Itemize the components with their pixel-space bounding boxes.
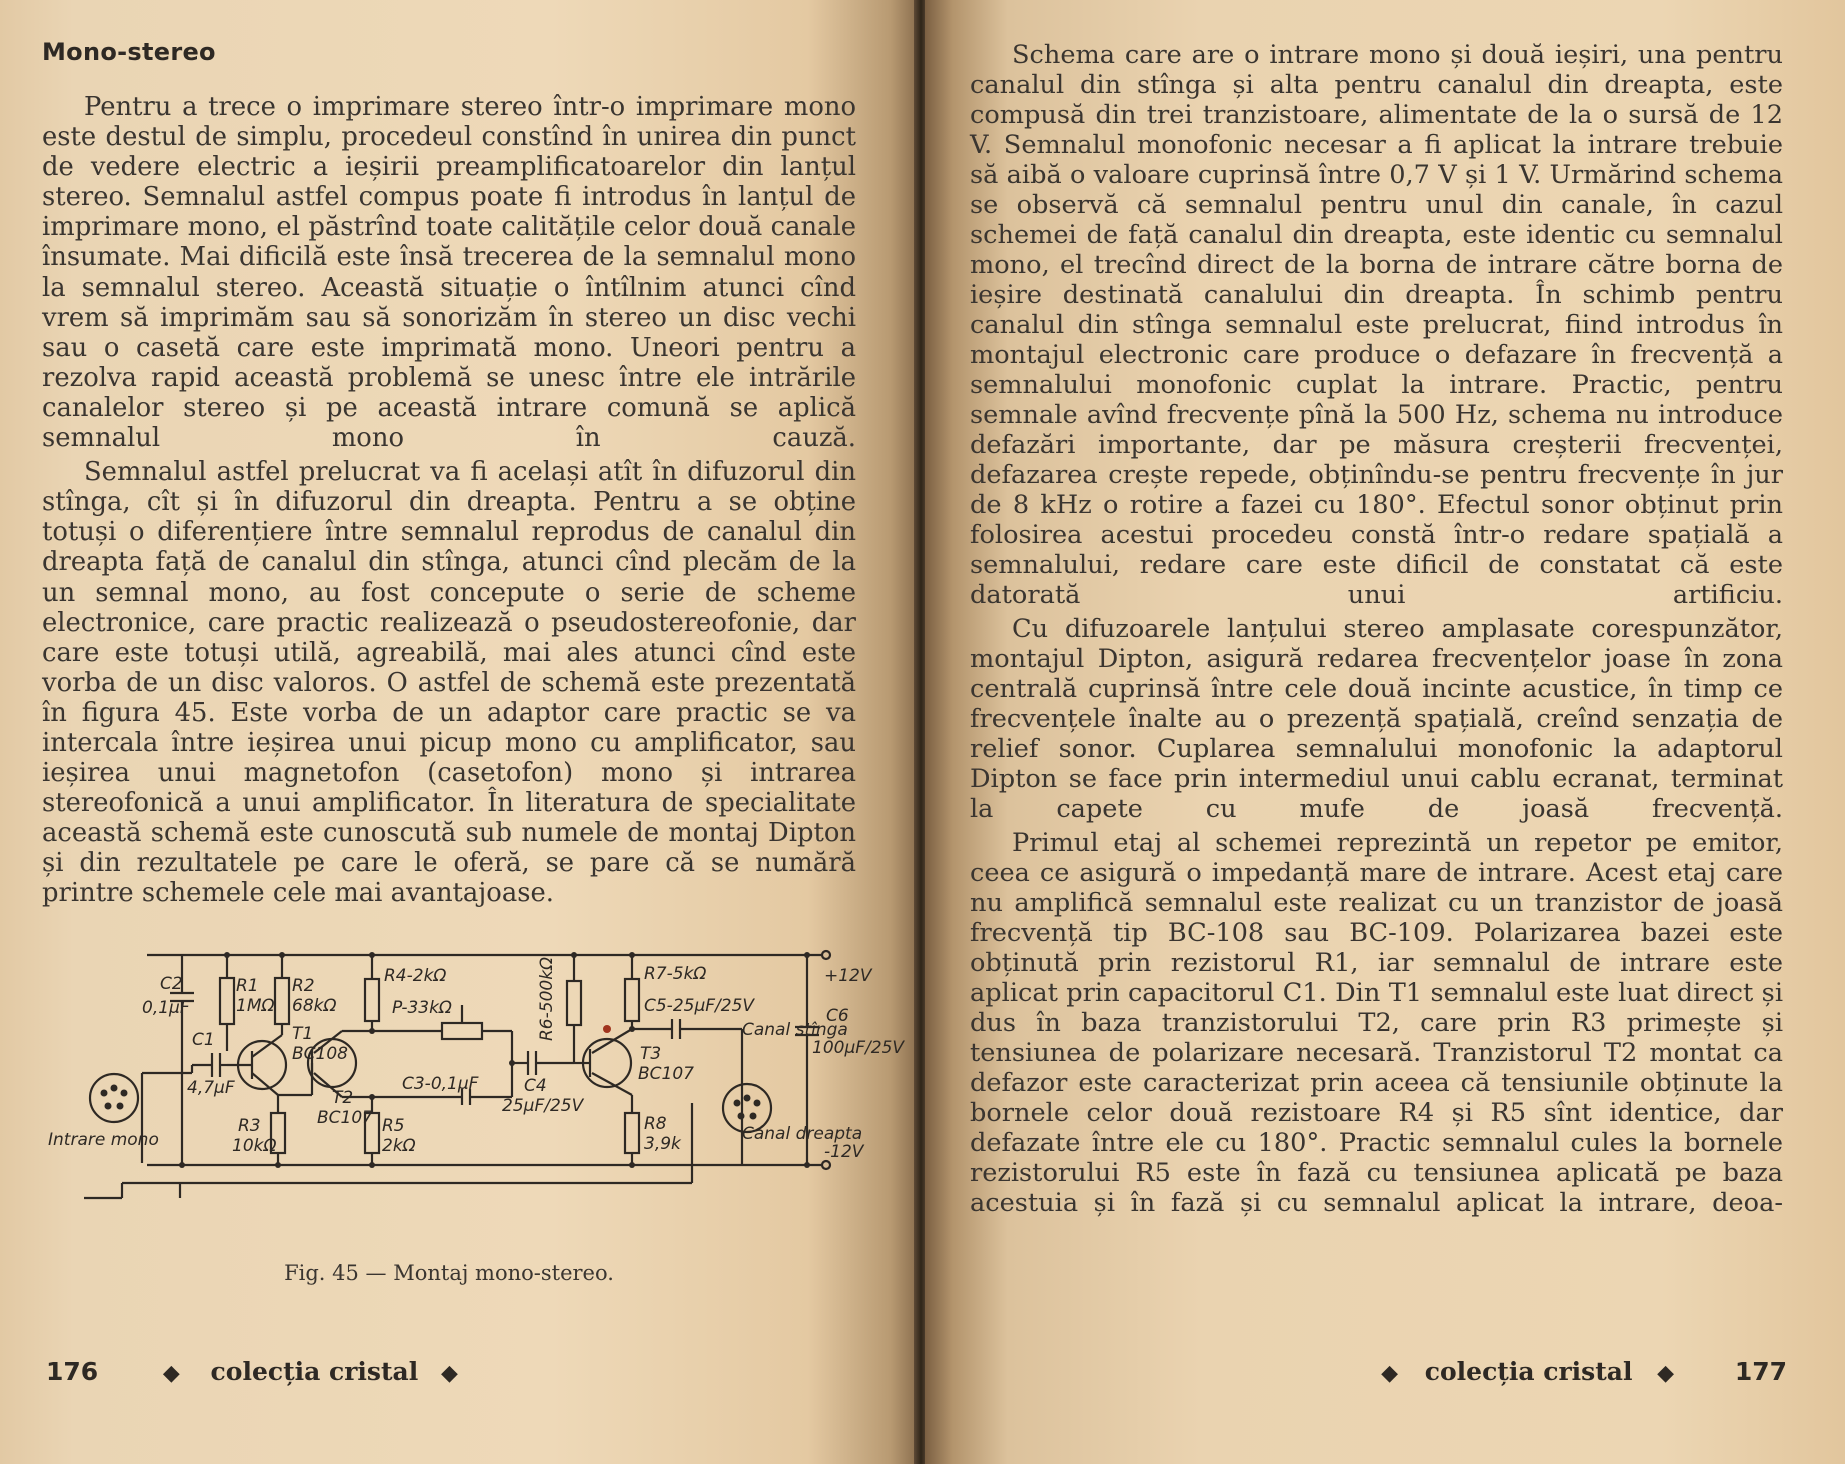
- resistor-r7: [625, 979, 639, 1021]
- right-page: [925, 0, 1845, 1464]
- label-r8-val: 3,9k: [644, 1133, 681, 1154]
- label-p: P-33kΩ: [392, 997, 452, 1018]
- label-supply-pos: +12V: [824, 965, 872, 986]
- label-supply-neg: -12V: [824, 1141, 864, 1162]
- diamond-ornament-icon: ◆: [440, 1361, 458, 1386]
- label-c6: C6: [826, 1005, 849, 1026]
- label-r4: R4-2kΩ: [384, 965, 447, 986]
- label-c5: C5-25µF/25V: [644, 995, 755, 1016]
- label-t2: T2: [332, 1087, 354, 1108]
- label-c4-val: 25µF/25V: [502, 1095, 584, 1116]
- label-c6-val: 100µF/25V: [812, 1037, 905, 1058]
- running-head: Mono-stereo: [42, 38, 216, 66]
- diamond-ornament-icon: ◆: [162, 1361, 180, 1386]
- resistor-r4: [365, 979, 379, 1021]
- page-number-right: 177: [1734, 1357, 1787, 1386]
- label-t3: T3: [640, 1043, 662, 1064]
- label-c2-val: 0,1µF: [142, 997, 190, 1018]
- label-r2-val: 68kΩ: [292, 995, 337, 1016]
- positive-terminal: [822, 951, 830, 959]
- resistor-r1: [220, 978, 234, 1024]
- circuit-figure: [42, 943, 905, 1285]
- right-paragraph-3: Primul etaj al schemei reprezintă un repetor pe emitor, ceea ce asigură o impedanță mare de intrare. Acest etaj care nu amplifică semnalul este realizat cu un tranzistor de joasă frecvență tip BC-108 sau BC-109. Polarizarea bazei este obținută prin rezistorul R1, iar semnalul de intrare este aplicat prin capacitorul C1. Din T1 semnalul este luat direct și dus în baza tranzistorului T2, care prin R3 primește și tensiunea de polarizare necesară. Tranzistorul T2 montat ca defazor este caracterizat prin aceea că tensiunile obținute la bornele celor două rezistoare R4 și R5 sînt identice, dar defazate între ele cu 180°. Practic semnalul cules la bornele rezistorului R5 este în fază cu tensiunea aplicată pe baza acestuia și în fază și cu semnalul aplicat la intrare, deoa-: [970, 828, 1783, 1218]
- resistor-r2: [275, 978, 289, 1024]
- right-paragraph-1: Schema care are o intrare mono și două ieșiri, una pentru canalul din stînga și alta pentru canalul din dreapta, este compusă din trei tranzistoare, alimentate de la o sursă de 12 V. Semnalul monofonic necesar a fi aplicat la intrare trebuie să aibă o valoare cuprinsă între 0,7 V și 1 V. Urmărind schema se observă că semnalul pentru unul din canale, în cazul schemei de față canalul din dreapta, este identic cu semnalul mono, el trecînd direct de la borna de intrare către borna de ieșire destinată canalului din dreapta. În schimb pentru canalul din stînga semnalul este prelucrat, fiind introdus în montajul electronic care produce o defazare în frecvență a semnalului monofonic cuplat la intrare. Practic, pentru semnale avînd frecvențe pînă la 500 Hz, schema nu introduce defazări importante, dar pe măsura creșterii frecvenței, defazarea crește repede, obținîndu-se pentru frecvențe în jur de 8 kHz o rotire a fazei cu 180°. Efectul sonor obținut prin folosirea acestui procedeu constă într-o redare spațială a semnalului, redare care este dificil de constatat că este datorată unui artificiu.: [970, 40, 1783, 610]
- label-r8: R8: [644, 1113, 667, 1134]
- folio-right: [1381, 1357, 1787, 1386]
- label-r5: R5: [382, 1115, 405, 1136]
- resistor-r6: [567, 981, 581, 1025]
- collection-name-right: colecția cristal: [1424, 1357, 1633, 1386]
- label-r7: R7-5kΩ: [644, 963, 707, 984]
- input-jack: [90, 1074, 138, 1122]
- page-number-left: 176: [46, 1357, 99, 1386]
- label-c1: C1: [192, 1029, 215, 1050]
- left-paragraph-1: Pentru a trece o imprimare stereo într-o imprimare mono este destul de simplu, procedeul constînd în unirea din punct de vedere electric a ieșirii preamplificatoarelor din lanțul stereo. Semnalul astfel compus poate fi introdus în lanțul de imprimare mono, el păstrînd toate calitățile celor două canale însumate. Mai dificilă este însă trecerea de la semnalul mono la semnalul stereo. Această situație o întîlnim atunci cînd vrem să imprimăm sau să sonorizăm în stereo un disc vechi sau o casetă care este imprimată mono. Uneori pentru a rezolva rapid această problemă se unesc între ele intrările canalelor stereo și pe această intrare comună se aplică semnalul mono în cauză.: [42, 92, 856, 454]
- label-c4: C4: [524, 1075, 547, 1096]
- label-r6: R6-500kΩ: [537, 956, 557, 1041]
- label-r3: R3: [238, 1115, 261, 1136]
- label-t2-type: BC107: [317, 1107, 373, 1128]
- label-t1: T1: [292, 1023, 314, 1044]
- resistor-r8: [625, 1113, 639, 1153]
- left-page: [0, 0, 918, 1464]
- label-canal-stinga: Canal stînga: [742, 1019, 848, 1040]
- label-intrare: Intrare mono: [48, 1129, 159, 1150]
- label-r5-val: 2kΩ: [382, 1135, 416, 1156]
- left-paragraph-2: Semnalul astfel prelucrat va fi același atît în difuzorul din stînga, cît și în difuzorul din dreapta. Pentru a se obține totuși o diferențiere între semnalul reprodus de canalul din dreapta față de canalul din stînga, atunci cînd plecăm de la un semnal mono, au fost concepute o serie de scheme electronice, care practic realizează o pseudostereofonie, dar care este totuși utilă, agreabilă, mai ales atunci cînd este vorba de un disc valoros. O astfel de schemă este prezentată în figura 45. Este vorba de un adaptor care practic se va intercala între ieșirea unui picup mono cu amplificator, sau ieșirea unui magnetofon (casetofon) mono și intrarea stereofonică a unui amplificator. În literatura de specialitate această schemă este cunoscută sub numele de montaj Dipton și din rezultatele pe care le oferă, se pare că se numără printre schemele cele mai avantajoase.: [42, 457, 856, 909]
- label-r1: R1: [236, 975, 259, 996]
- right-paragraph-2: Cu difuzoarele lanțului stereo amplasate corespunzător, montajul Dipton, asigură redarea frecvențelor joase în zona centrală cuprinsă între cele două incinte acustice, în timp ce frecvențele înalte au o prezență spațială, creînd senzația de relief sonor. Cuplarea semnalului monofonic la adaptorul Dipton se face prin intermediul unui cablu ecranat, terminat la capete cu mufe de joasă frecvență.: [970, 614, 1783, 824]
- figure-caption: Fig. 45 — Montaj mono-stereo.: [284, 1260, 614, 1285]
- label-t3-type: BC107: [638, 1063, 694, 1084]
- potentiometer-p: [442, 1023, 482, 1039]
- circuit-schematic: [42, 943, 905, 1255]
- diamond-ornament-icon: ◆: [1381, 1361, 1399, 1386]
- label-c3: C3-0,1µF: [402, 1073, 479, 1094]
- negative-terminal: [822, 1161, 830, 1169]
- label-c2: C2: [160, 973, 183, 994]
- label-r2: R2: [292, 975, 315, 996]
- collection-name-left: colecția cristal: [210, 1357, 419, 1386]
- label-r3-val: 10kΩ: [232, 1135, 277, 1156]
- diamond-ornament-icon: ◆: [1657, 1361, 1675, 1386]
- folio-left: [46, 1357, 458, 1386]
- label-c1-val: 4,7µF: [187, 1077, 235, 1098]
- label-canal-dreapta: Canal dreapta: [742, 1123, 863, 1144]
- label-r1-val: 1MΩ: [236, 995, 275, 1016]
- label-t1-type: BC108: [292, 1043, 348, 1064]
